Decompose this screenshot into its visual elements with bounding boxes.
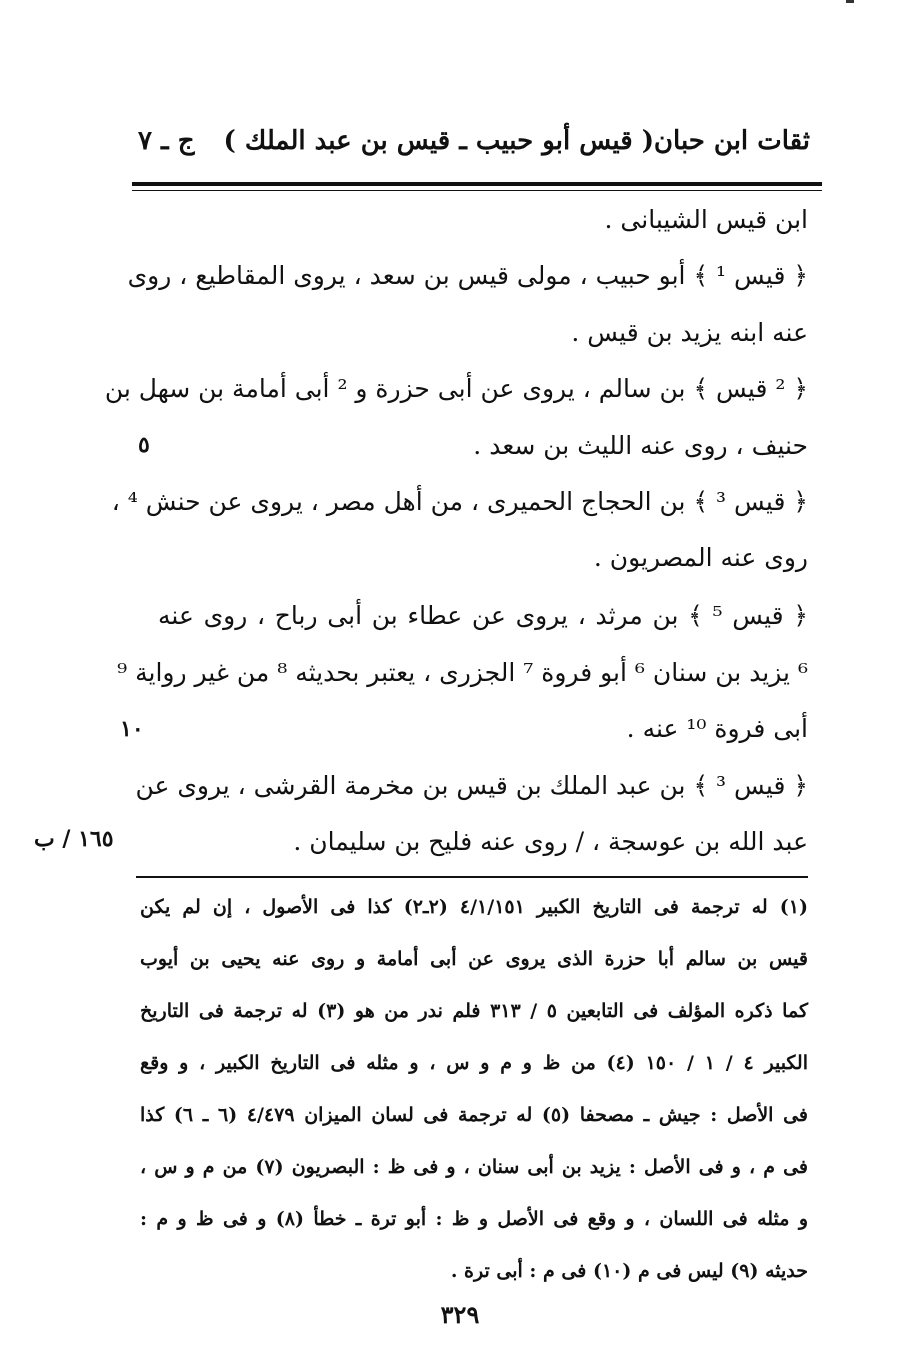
footnote-line: قيس بن سالم أبا حزرة الذى يروى عن أبى أمامة و روى عنه يحيى بن أيوب (140, 948, 808, 970)
footnote-line: فى م ، و فى الأصل : يزيد بن أبى سنان ، و فى ظ : البصريون (٧) من م و س ، (140, 1156, 809, 1178)
footnote-line: فى الأصل : جيش ـ مصحفا (٥) له ترجمة فى لسان الميزان ٤/٤٧٩ (٦ ـ ٦) كذا (140, 1104, 809, 1126)
header-rule-thin (132, 190, 822, 191)
text-line: ﴿ قيس ³ ﴾ بن الحجاج الحميرى ، من أهل مصر ، يروى عن حنش ⁴ ، (111, 487, 808, 516)
text-line: ⁶ يزيد بن سنان ⁶ أبو فروة ⁷ الجزرى ، يعتبر بحديثه ⁸ من غير رواية ⁹ (117, 658, 808, 687)
footnote-rule (136, 876, 808, 878)
folio-marker: ١٦٥ / ب (34, 826, 114, 852)
text-line: ﴿ قيس ³ ﴾ بن عبد الملك بن قيس بن مخرمة القرشى ، يروى عن (135, 771, 808, 800)
text-line: عنه ابنه يزيد بن قيس . (571, 318, 808, 347)
running-header (138, 118, 824, 168)
text-line: ﴿ قيس ⁵ ﴾ بن مرثد ، يروى عن عطاء بن أبى رباح ، روى عنه (158, 601, 808, 630)
text-line: حنيف ، روى عنه الليث بن سعد . (473, 431, 808, 460)
header-volume: ج ـ ٧ (138, 126, 195, 156)
page-number: ٣٢٩ (440, 1300, 480, 1329)
line-number-5: ٥ (138, 432, 150, 458)
footnote-line: حديثه (٩) ليس فى م (١٠) فى م : أبى ترة . (450, 1260, 808, 1282)
footnote-line: (١) له ترجمة فى التاريخ الكبير ٤/١/١٥١ (٢ـ٢) كذا فى الأصول ، إن لم يكن (140, 896, 809, 918)
scan-mark (846, 0, 854, 3)
text-line: ابن قيس الشيبانى . (604, 205, 808, 234)
line-number-10: ١٠ (120, 716, 144, 742)
footnote-line: الكبير ٤ / ١ / ١٥٠ (٤) من ظ و م و س ، و مثله فى التاريخ الكبير ، و وقع (140, 1052, 808, 1074)
text-line: أبى فروة ¹⁰ عنه . (626, 714, 808, 743)
header-book-title: ثقات ابن حبان (653, 126, 810, 156)
text-line: ﴿ قيس ¹ ﴾ أبو حبيب ، مولى قيس بن سعد ، يروى المقاطيع ، روى (127, 261, 808, 290)
header-rule-thick (132, 182, 822, 186)
text-line: عبد الله بن عوسجة ، / روى عنه فليح بن سليمان . (293, 827, 808, 856)
footnote-line: و مثله فى اللسان ، و وقع فى الأصل و ظ : أبو ترة ـ خطأ (٨) و فى ظ و م : (140, 1208, 808, 1230)
text-line: روى عنه المصريون . (593, 543, 808, 572)
footnote-line: كما ذكره المؤلف فى التابعين ٥ / ٣١٣ فلم ندر من هو (٣) له ترجمة فى التاريخ (140, 1000, 809, 1022)
header-entry-range: ( قيس أبو حبيب ـ قيس بن عبد الملك ) (223, 126, 654, 156)
text-line: ﴿ ² قيس ﴾ بن سالم ، يروى عن أبى حزرة و ² أبى أمامة بن سهل بن (104, 374, 808, 403)
